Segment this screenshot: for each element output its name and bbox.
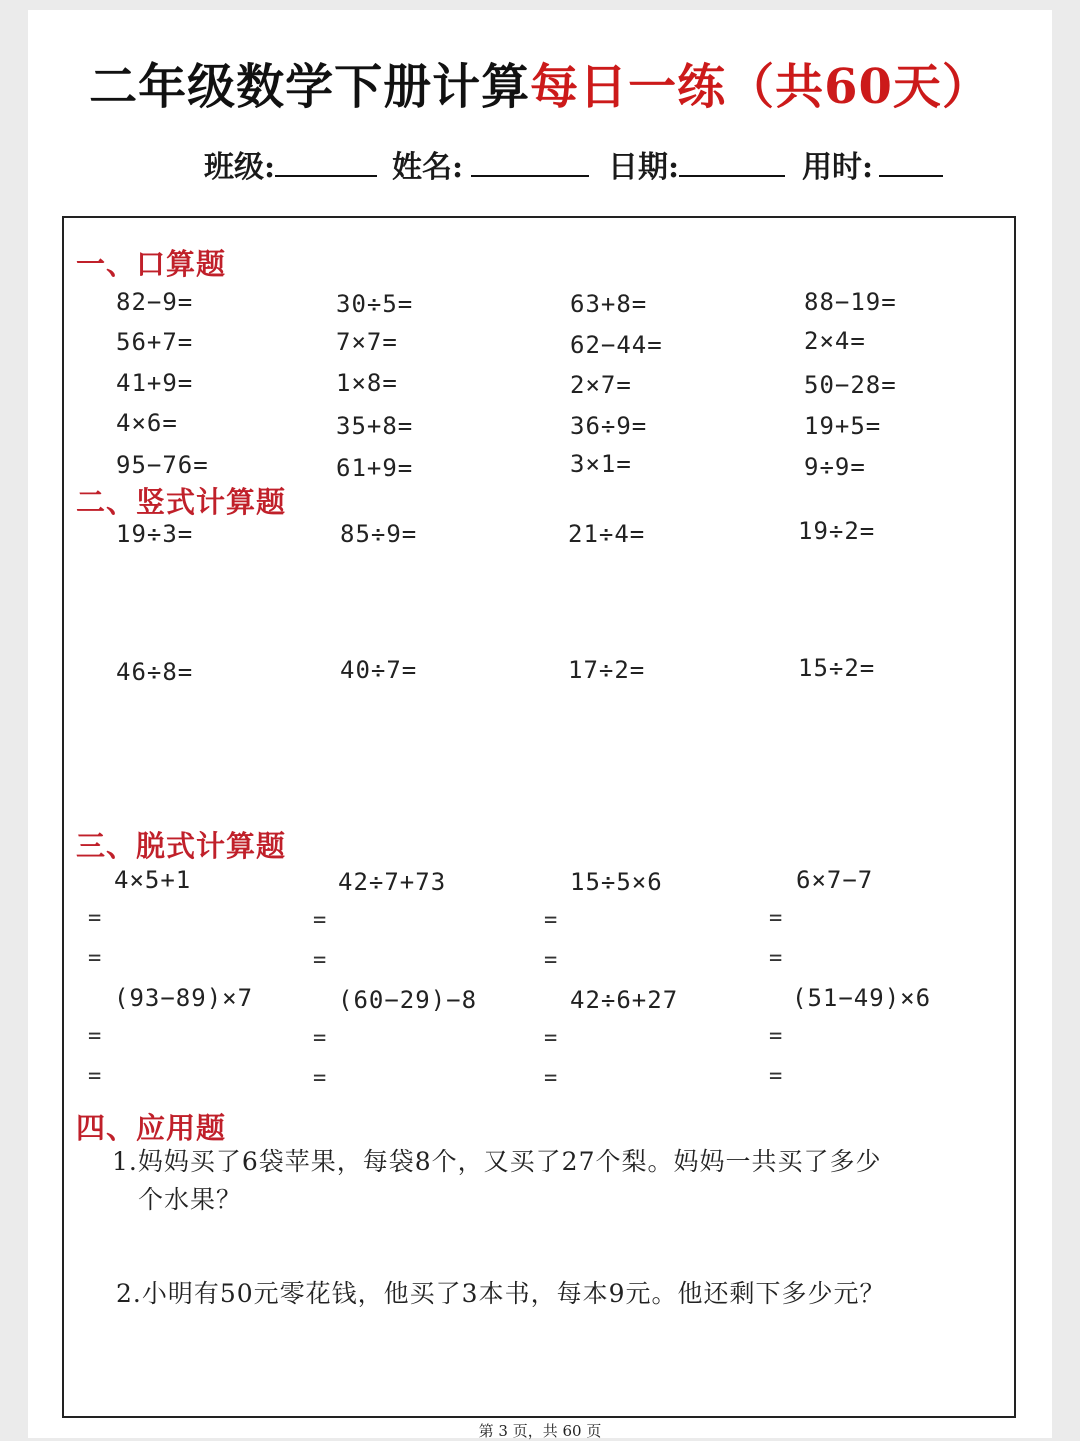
equals-sign: =: [88, 946, 102, 971]
vertical-problem: 17÷2=: [568, 656, 646, 684]
equals-sign: =: [769, 1064, 783, 1089]
oral-problem: 4×6=: [116, 409, 178, 437]
stepwise-problem: (60−29)−8: [338, 986, 478, 1014]
oral-problem: 36÷9=: [570, 412, 648, 440]
equals-sign: =: [544, 1066, 558, 1091]
oral-problem: 63+8=: [570, 290, 648, 318]
oral-problem: 62−44=: [570, 331, 663, 359]
stepwise-problem: 42÷6+27: [570, 986, 679, 1014]
section-word-title: 四、应用题: [76, 1111, 227, 1145]
oral-problem: 61+9=: [336, 454, 414, 482]
title-part-1: 二年级数学下册计算: [89, 59, 531, 115]
stepwise-problem: 15÷5×6: [570, 868, 663, 896]
date-blank[interactable]: [679, 147, 785, 177]
class-blank[interactable]: [275, 147, 377, 177]
stepwise-problem: 4×5+1: [114, 866, 192, 894]
oral-problem: 2×4=: [804, 327, 866, 355]
oral-problem: 50−28=: [804, 371, 897, 399]
name-field: 姓名:: [392, 142, 589, 186]
section-oral-title: 一、口算题: [76, 247, 227, 281]
oral-problem: 19+5=: [804, 412, 882, 440]
date-field: 日期:: [608, 142, 785, 186]
oral-problem: 7×7=: [336, 328, 398, 356]
oral-problem: 95−76=: [116, 451, 209, 479]
oral-problem: 88−19=: [804, 288, 897, 316]
time-blank[interactable]: [879, 147, 943, 177]
title-part-2: 每日一练（共60天）: [530, 59, 991, 115]
equals-sign: =: [544, 908, 558, 933]
page-title: [0, 48, 1080, 117]
equals-sign: =: [88, 1024, 102, 1049]
word-problem-1-line-2: 个水果？: [138, 1185, 243, 1214]
vertical-problem: 19÷3=: [116, 520, 194, 548]
equals-sign: =: [769, 946, 783, 971]
section-vertical-title: 二、竖式计算题: [76, 485, 287, 519]
vertical-problem: 19÷2=: [798, 517, 876, 545]
vertical-problem: 85÷9=: [340, 520, 418, 548]
equals-sign: =: [313, 908, 327, 933]
equals-sign: =: [88, 1064, 102, 1089]
section-stepwise-title: 三、脱式计算题: [76, 829, 287, 863]
word-problem-2: 2.小明有50元零花钱，他买了3本书，每本9元。他还剩下多少元？: [116, 1279, 886, 1308]
stepwise-problem: (93−89)×7: [114, 984, 254, 1012]
time-field: 用时:: [802, 142, 943, 186]
oral-problem: 1×8=: [336, 369, 398, 397]
vertical-problem: 40÷7=: [340, 656, 418, 684]
stepwise-problem: 6×7−7: [796, 866, 874, 894]
oral-problem: 35+8=: [336, 412, 414, 440]
equals-sign: =: [544, 948, 558, 973]
oral-problem: 3×1=: [570, 450, 632, 478]
stepwise-problem: 42÷7+73: [338, 868, 447, 896]
word-problem-1-line-1: 1.妈妈买了6袋苹果，每袋8个，又买了27个梨。妈妈一共买了多少: [112, 1147, 882, 1176]
equals-sign: =: [769, 906, 783, 931]
oral-problem: 30÷5=: [336, 290, 414, 318]
equals-sign: =: [313, 1066, 327, 1091]
class-field: 班级:: [204, 142, 377, 186]
equals-sign: =: [544, 1026, 558, 1051]
vertical-problem: 21÷4=: [568, 520, 646, 548]
oral-problem: 2×7=: [570, 371, 632, 399]
oral-problem: 41+9=: [116, 369, 194, 397]
oral-problem: 9÷9=: [804, 453, 866, 481]
equals-sign: =: [88, 906, 102, 931]
oral-problem: 56+7=: [116, 328, 194, 356]
name-blank[interactable]: [471, 147, 589, 177]
vertical-problem: 15÷2=: [798, 654, 876, 682]
page-footer: 第 3 页，共 60 页: [478, 1422, 602, 1440]
equals-sign: =: [313, 948, 327, 973]
vertical-problem: 46÷8=: [116, 658, 194, 686]
oral-problem: 82−9=: [116, 288, 194, 316]
equals-sign: =: [769, 1024, 783, 1049]
equals-sign: =: [313, 1026, 327, 1051]
stepwise-problem: (51−49)×6: [792, 984, 932, 1012]
